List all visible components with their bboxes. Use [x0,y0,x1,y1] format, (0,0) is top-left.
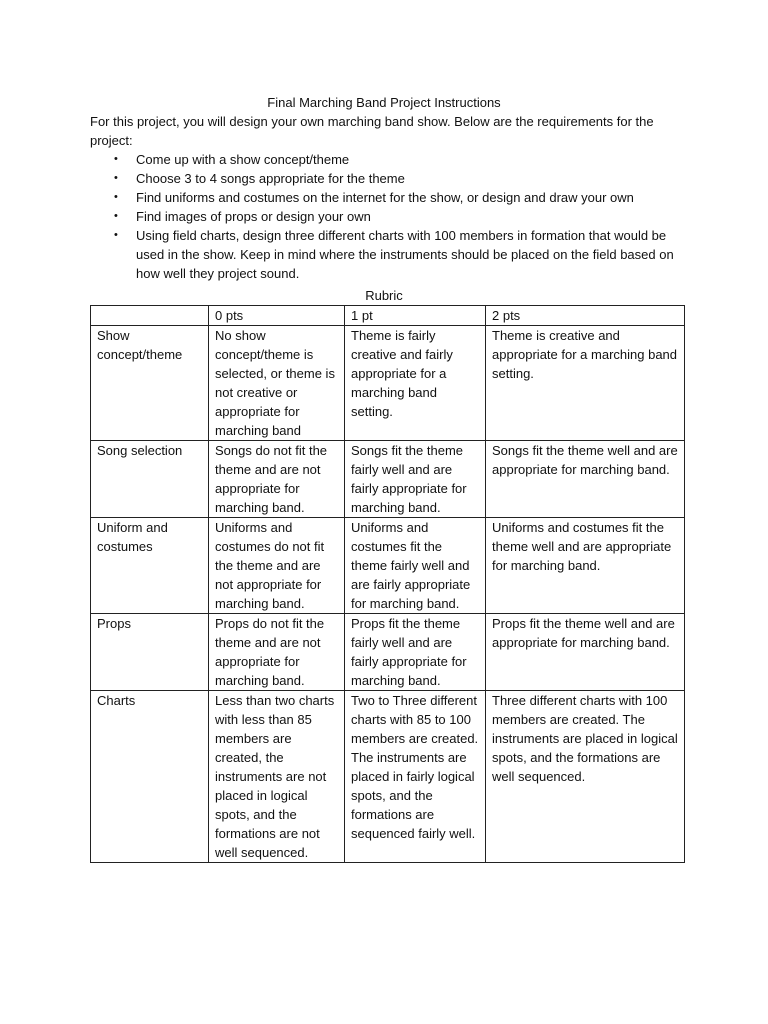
header-cell-2-pts: 2 pts [486,306,685,326]
criteria-cell-2-pts: Three different charts with 100 members are created. The instruments are placed in logical spots, and the formations are well sequenced. [486,691,685,863]
criteria-cell-1-pt: Uniforms and costumes fit the theme fairly well and are fairly appropriate for marching band. [345,518,486,614]
criteria-cell-1-pt: Songs fit the theme fairly well and are fairly appropriate for marching band. [345,441,486,518]
category-cell: Props [91,614,209,691]
requirement-text: Find uniforms and costumes on the internet for the show, or design and draw your own [136,190,634,205]
criteria-cell-0-pts: Props do not fit the theme and are not appropriate for marching band. [209,614,345,691]
rubric-heading: Rubric [365,288,403,303]
category-cell: Song selection [91,441,209,518]
criteria-cell-2-pts: Theme is creative and appropriate for a marching band setting. [486,326,685,441]
category-cell: Uniform and costumes [91,518,209,614]
requirement-text: Using field charts, design three different charts with 100 members in formation that would be used in the show. Keep in mind where the instruments should be placed on the field based on how well they project sound. [136,228,674,281]
requirement-item [90,226,690,283]
rubric-row-charts [91,691,685,863]
bullet-icon: • [114,172,118,184]
bullet-icon: • [114,229,118,241]
criteria-cell-2-pts: Songs fit the theme well and are appropriate for marching band. [486,441,685,518]
requirement-item [90,207,690,226]
rubric-row-song-selection [91,441,685,518]
criteria-cell-1-pt: Theme is fairly creative and fairly appropriate for a marching band setting. [345,326,486,441]
intro-paragraph: For this project, you will design your own marching band show. Below are the requirements for the project: [90,114,654,148]
rubric-header-row [91,306,685,326]
category-cell: Show concept/theme [91,326,209,441]
header-cell-1-pt: 1 pt [345,306,486,326]
rubric-row-uniform-costumes [91,518,685,614]
rubric-row-props [91,614,685,691]
header-cell-blank [91,306,209,326]
requirements-list [90,150,690,283]
requirement-text: Come up with a show concept/theme [136,152,350,167]
requirement-item [90,188,690,207]
criteria-cell-2-pts: Uniforms and costumes fit the theme well and are appropriate for marching band. [486,518,685,614]
criteria-cell-0-pts: Uniforms and costumes do not fit the theme and are not appropriate for marching band. [209,518,345,614]
requirement-item [90,150,690,169]
criteria-cell-2-pts: Props fit the theme well and are appropriate for marching band. [486,614,685,691]
requirement-text: Choose 3 to 4 songs appropriate for the theme [136,171,405,186]
requirement-item [90,169,690,188]
document-title: Final Marching Band Project Instructions [267,95,501,110]
criteria-cell-1-pt: Props fit the theme fairly well and are fairly appropriate for marching band. [345,614,486,691]
rubric-row-show-concept [91,326,685,441]
rubric-table [90,305,685,863]
criteria-cell-0-pts: Less than two charts with less than 85 members are created, the instruments are not placed in logical spots, and the formations are not well sequenced. [209,691,345,863]
criteria-cell-1-pt: Two to Three different charts with 85 to 100 members are created. The instruments are placed in fairly logical spots, and the formations are sequenced fairly well. [345,691,486,863]
criteria-cell-0-pts: Songs do not fit the theme and are not appropriate for marching band. [209,441,345,518]
bullet-icon: • [114,210,118,222]
criteria-cell-0-pts: No show concept/theme is selected, or theme is not creative or appropriate for marching band [209,326,345,441]
bullet-icon: • [114,153,118,165]
requirement-text: Find images of props or design your own [136,209,371,224]
bullet-icon: • [114,191,118,203]
category-cell: Charts [91,691,209,863]
header-cell-0-pts: 0 pts [209,306,345,326]
